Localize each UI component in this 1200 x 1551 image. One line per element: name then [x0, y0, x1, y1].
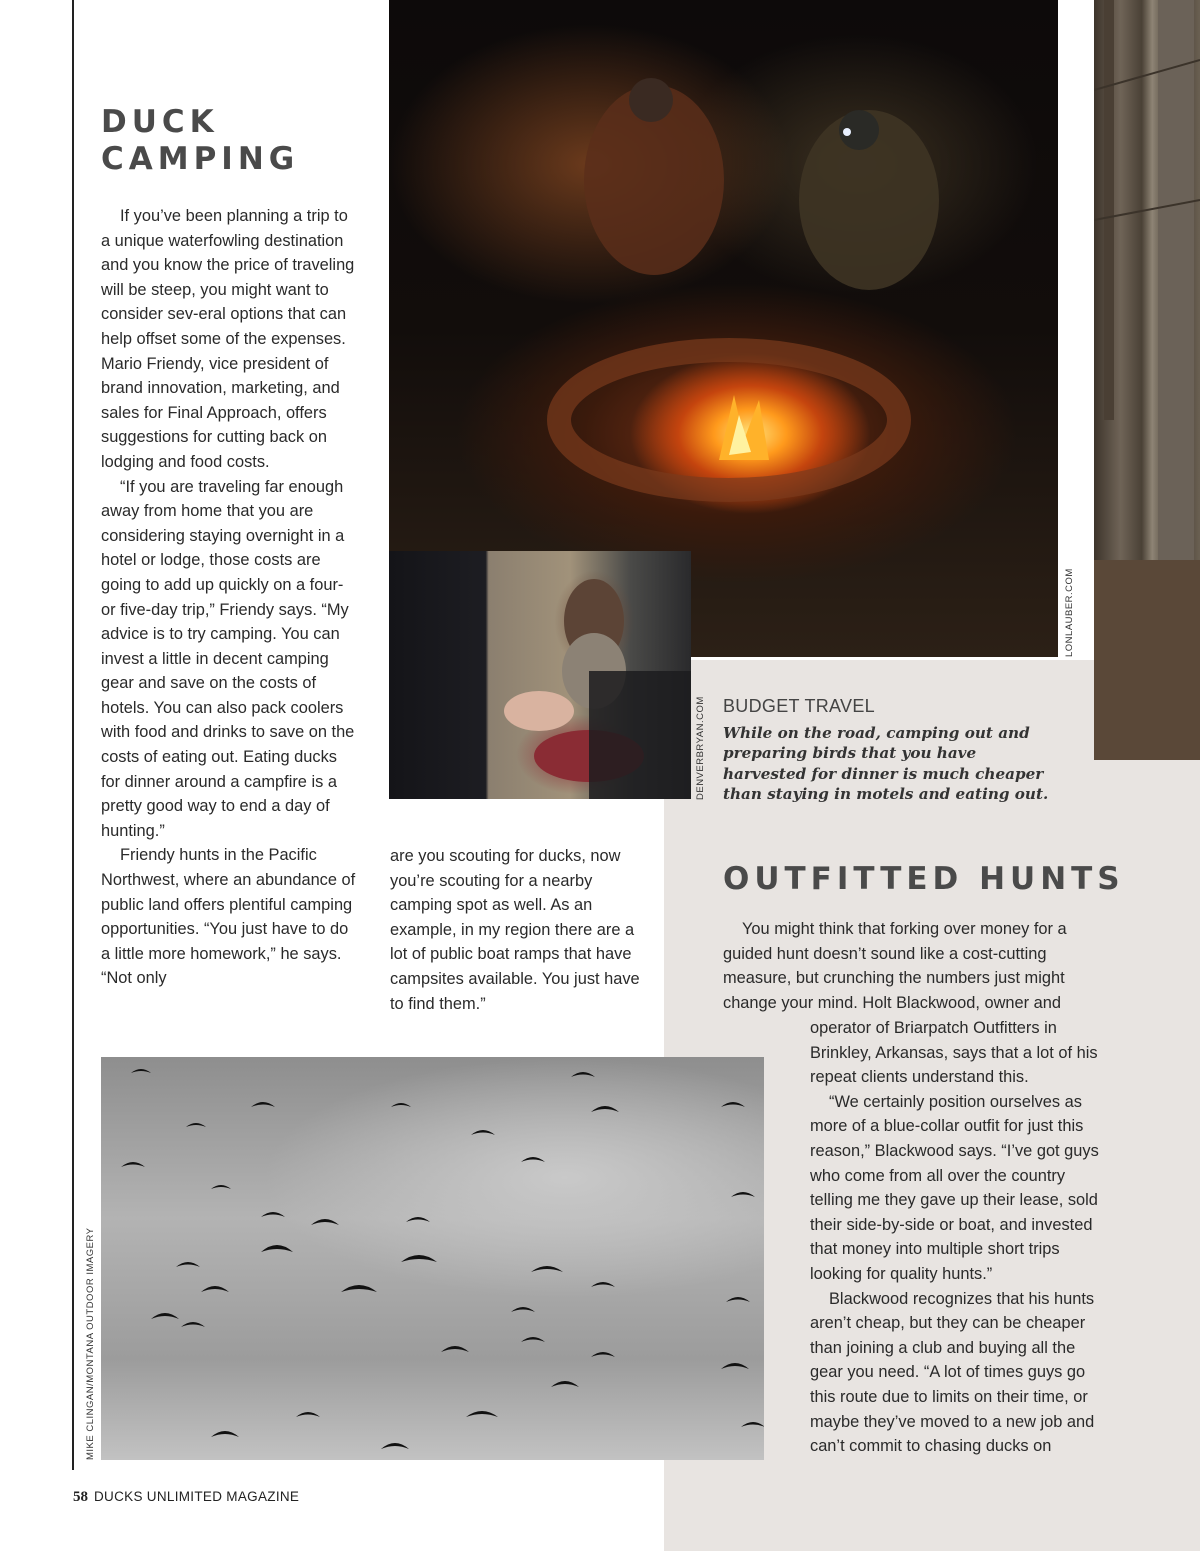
woods-illustration — [1094, 0, 1200, 760]
photo-credit-campfire: LONLAUBER.COM — [1064, 568, 1075, 657]
body-paragraph: If you’ve been planning a trip to a unique waterfowling destination and you know the price of traveling will be steep, you might want to consider sev-eral options that can help offset some of the expenses. Mario Friendy, vice president of brand innovation, marketing, and sales for Final Approach, offers suggestions for cutting back on lodging and food costs. — [101, 207, 355, 471]
body-paragraph: are you scouting for ducks, now you’re scouting for a nearby camping spot as well. As an example, in my region there are a lot of public boat ramps that have campsites available. You just have to find them.” — [390, 847, 640, 1013]
body-paragraph: Blackwood recognizes that his hunts aren’t cheap, but they can be cheaper than joining a club and buying all the gear you need. “A lot of times guys go this route due to limits on their time, or maybe they’ve moved to a new job and can’t commit to chasing ducks on — [810, 1289, 1095, 1456]
photo-credit-dog: DENVERBRYAN.COM — [695, 696, 706, 800]
body-paragraph: You might think that forking over money for a guided hunt doesn’t sound like a cost-cutting measure, but crunching the numbers just might change your mind. Holt Blackwood, owner and — [723, 920, 1067, 1012]
left-margin-rule — [72, 0, 74, 1470]
dog-cleaning-birds-photo — [389, 551, 691, 799]
magazine-name: DUCKS UNLIMITED MAGAZINE — [94, 1489, 300, 1504]
outfitted-hunts-body — [810, 1016, 1105, 1459]
page-footer — [73, 1489, 299, 1506]
outfitted-hunts-heading: OUTFITTED HUNTS — [723, 861, 1125, 897]
dog-scene-illustration — [389, 551, 691, 799]
caption-title: BUDGET TRAVEL — [723, 696, 875, 716]
woods-photo — [1094, 0, 1200, 760]
caption-text: While on the road, camping out and preparing birds that you have harvested for dinner is much cheaper than staying in motels and eating out. — [723, 724, 1049, 804]
duck-camping-body — [101, 204, 357, 991]
body-paragraph: “If you are traveling far enough away from home that you are considering staying overnight in a hotel or lodge, those costs are going to add up quickly on a four- or five-day trip,” Friendy says. “My advice is to try camping. You can invest a little in decent camping gear and save on the costs of hotels. You can also pack coolers with food and drinks to save on the costs of eating out. Eating ducks for dinner around a campfire is a pretty good way to end a day of hunting.” — [101, 477, 355, 840]
page-number: 58 — [73, 1489, 88, 1505]
body-paragraph: “We certainly position ourselves as more of a blue-collar outfit for just this reason,” Blackwood says. “I’ve got guys who come from all over the country telling me they gave up their lease, sold their side-by-side or boat, and invested that money into multiple short trips looking for quality hunts.” — [810, 1092, 1099, 1283]
duck-camping-continued — [390, 844, 645, 1016]
flying-ducks-photo — [101, 1057, 764, 1460]
outfitted-hunts-intro — [723, 917, 1095, 1015]
body-paragraph: operator of Briarpatch Outfitters in Brinkley, Arkansas, says that a lot of his repeat clients understand this. — [810, 1019, 1098, 1087]
ducks-silhouettes — [101, 1057, 764, 1460]
duck-camping-heading: DUCK CAMPING — [101, 104, 300, 177]
photo-credit-birds: MIKE CLINGAN/MONTANA OUTDOOR IMAGERY — [85, 1227, 96, 1460]
body-paragraph: Friendy hunts in the Pacific Northwest, where an abundance of public land offers plentiful camping opportunities. “You just have to do a little more homework,” he says. “Not only — [101, 846, 356, 988]
